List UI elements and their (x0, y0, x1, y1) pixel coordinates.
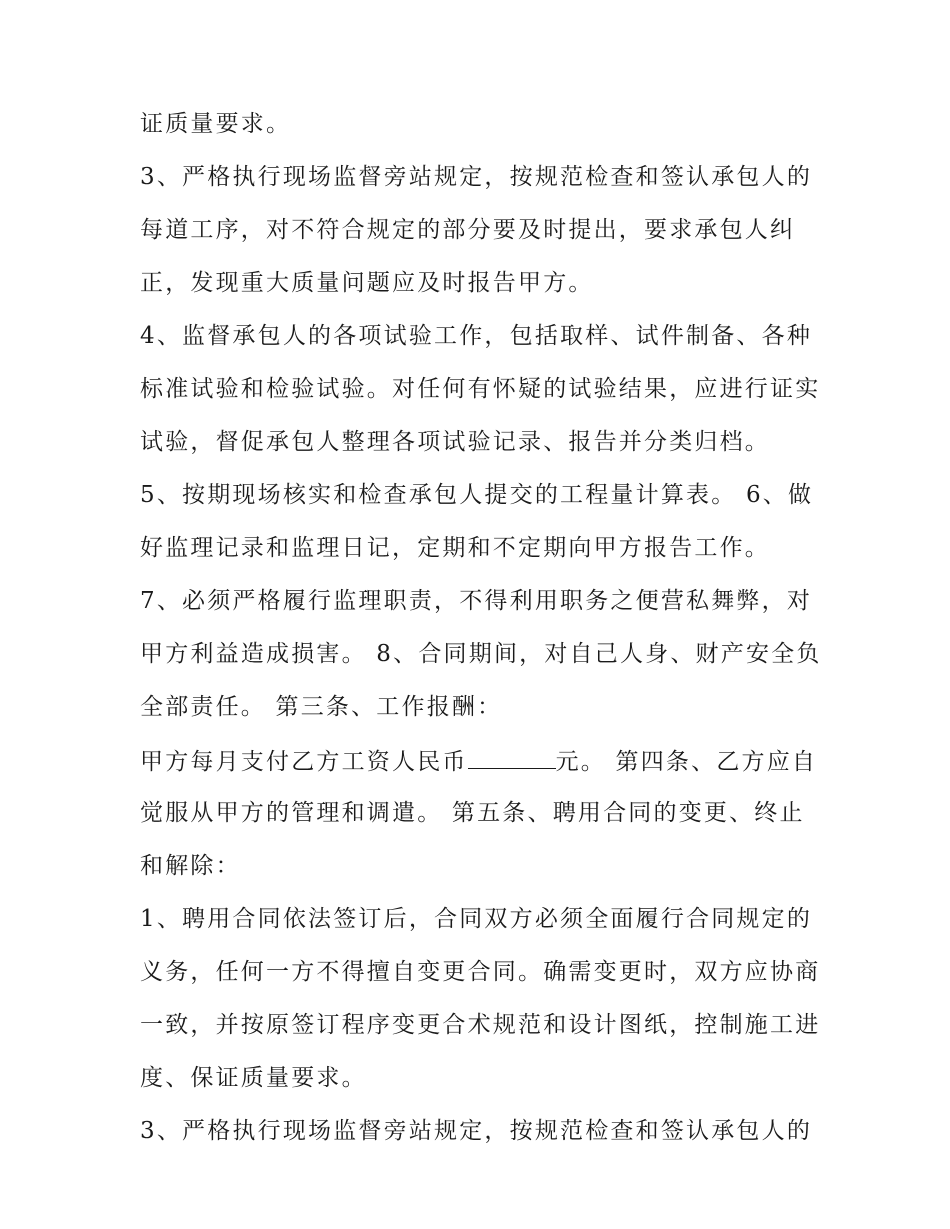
text-line: 3、严格执行现场监督旁站规定，按规范检查和签认承包人的 (140, 164, 813, 190)
text-line: 4、监督承包人的各项试验工作，包括取样、试件制备、各种 (140, 323, 813, 349)
text-line: 一致，并按原签订程序变更合术规范和设计图纸，控制施工进 (140, 1012, 821, 1038)
text-line: 7、必须严格履行监理职责，不得利用职务之便营私舞弊，对 (140, 588, 813, 614)
text-line: 试验，督促承包人整理各项试验记录、报告并分类归档。 (140, 429, 770, 455)
text-line: 标准试验和检验试验。对任何有怀疑的试验结果，应进行证实 (140, 376, 821, 402)
text-line: 5、按期现场核实和检查承包人提交的工程量计算表。 6、做 (140, 482, 814, 508)
text-line: 证质量要求。 (140, 111, 292, 137)
salary-line-suffix: 元。 第四条、乙方应自 (555, 749, 818, 775)
text-line: 和解除： (140, 853, 241, 879)
text-line: 每道工序，对不符合规定的部分要及时提出，要求承包人纠 (140, 217, 796, 243)
text-line: 好监理记录和监理日记，定期和不定期向甲方报告工作。 (140, 535, 770, 561)
text-line: 度、保证质量要求。 (140, 1065, 367, 1091)
text-line: 甲方利益造成损害。 8、合同期间，对自己人身、财产安全负 (140, 641, 822, 667)
text-line: 觉服从甲方的管理和调遣。 第五条、聘用合同的变更、终止 (140, 800, 805, 826)
salary-line (140, 740, 817, 780)
text-line: 全部责任。 第三条、工作报酬： (140, 694, 503, 720)
text-line: 3、严格执行现场监督旁站规定，按规范检查和签认承包人的 (140, 1118, 813, 1144)
salary-line-prefix: 甲方每月支付乙方工资人民币 (140, 749, 468, 775)
text-line: 义务，任何一方不得擅自变更合同。确需变更时，双方应协商 (140, 959, 821, 985)
text-line: 正，发现重大质量问题应及时报告甲方。 (140, 270, 594, 296)
text-line: 1、聘用合同依法签订后，合同双方必须全面履行合同规定的 (140, 906, 813, 932)
salary-amount-blank (468, 740, 556, 769)
